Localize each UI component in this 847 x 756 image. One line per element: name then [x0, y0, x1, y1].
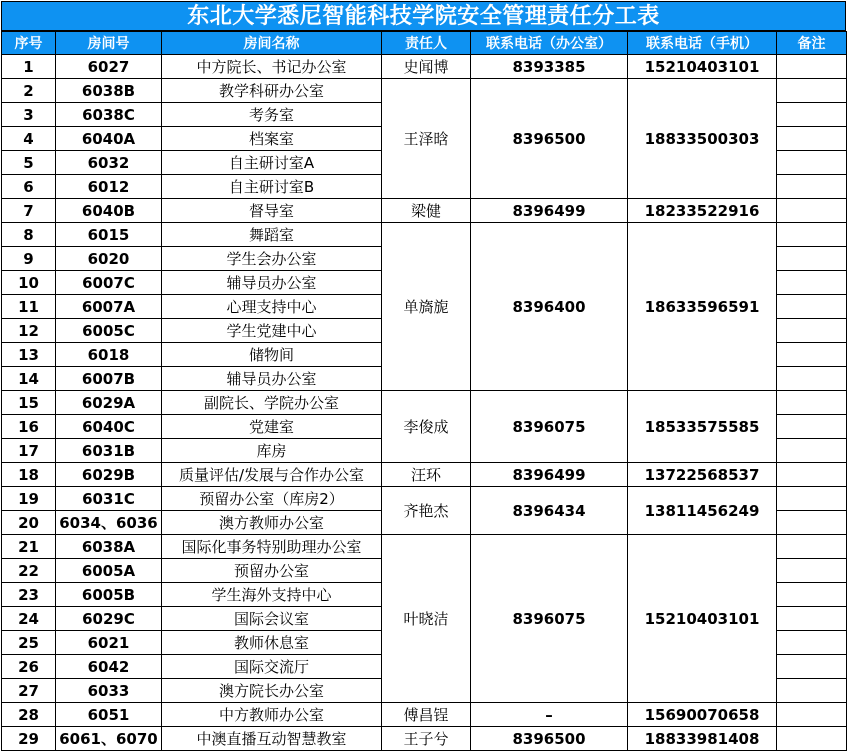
cell-room-name: 国际会议室 — [162, 607, 382, 631]
cell-mobile-phone: 15210403101 — [628, 55, 777, 79]
cell-room-name: 党建室 — [162, 415, 382, 439]
cell-remarks — [777, 295, 847, 319]
cell-person: 王泽晗 — [382, 79, 471, 199]
cell-office-phone: 8396400 — [471, 223, 628, 391]
table-row — [2, 391, 847, 415]
cell-person: 傅昌锃 — [382, 703, 471, 727]
col-header-room-name: 房间名称 — [162, 32, 382, 55]
cell-room-name: 储物间 — [162, 343, 382, 367]
responsibility-sheet — [1, 1, 846, 754]
cell-no: 3 — [2, 103, 56, 127]
cell-room-name: 档案室 — [162, 127, 382, 151]
cell-room: 6007B — [56, 367, 162, 391]
cell-no: 11 — [2, 295, 56, 319]
cell-no: 2 — [2, 79, 56, 103]
cell-no: 25 — [2, 631, 56, 655]
cell-office-phone: – — [471, 703, 628, 727]
cell-no: 17 — [2, 439, 56, 463]
cell-office-phone: 8396500 — [471, 727, 628, 751]
cell-room-name: 中方院长、书记办公室 — [162, 55, 382, 79]
cell-remarks — [777, 703, 847, 727]
cell-remarks — [777, 343, 847, 367]
cell-remarks — [777, 535, 847, 559]
cell-mobile-phone: 18833981408 — [628, 727, 777, 751]
table-body — [2, 55, 847, 751]
cell-mobile-phone: 15690070658 — [628, 703, 777, 727]
cell-remarks — [777, 439, 847, 463]
cell-room-name: 学生党建中心 — [162, 319, 382, 343]
cell-room: 6031C — [56, 487, 162, 511]
cell-office-phone: 8396434 — [471, 487, 628, 535]
cell-mobile-phone: 18233522916 — [628, 199, 777, 223]
col-header-room: 房间号 — [56, 32, 162, 55]
cell-room-name: 预留办公室（库房2） — [162, 487, 382, 511]
cell-remarks — [777, 151, 847, 175]
cell-person: 汪环 — [382, 463, 471, 487]
cell-mobile-phone: 18833500303 — [628, 79, 777, 199]
cell-room-name: 中方教师办公室 — [162, 703, 382, 727]
table-row — [2, 79, 847, 103]
table-row — [2, 223, 847, 247]
table-row — [2, 535, 847, 559]
cell-no: 19 — [2, 487, 56, 511]
cell-person: 史闻博 — [382, 55, 471, 79]
cell-room-name: 库房 — [162, 439, 382, 463]
cell-room: 6038B — [56, 79, 162, 103]
cell-room-name: 辅导员办公室 — [162, 367, 382, 391]
cell-room: 6027 — [56, 55, 162, 79]
col-header-office-phone: 联系电话（办公室） — [471, 32, 628, 55]
cell-remarks — [777, 631, 847, 655]
cell-no: 9 — [2, 247, 56, 271]
cell-person: 王子兮 — [382, 727, 471, 751]
cell-room-name: 国际交流厅 — [162, 655, 382, 679]
cell-no: 4 — [2, 127, 56, 151]
cell-no: 21 — [2, 535, 56, 559]
cell-room-name: 中澳直播互动智慧教室 — [162, 727, 382, 751]
cell-remarks — [777, 607, 847, 631]
cell-remarks — [777, 559, 847, 583]
cell-office-phone: 8396500 — [471, 79, 628, 199]
cell-room-name: 自主研讨室A — [162, 151, 382, 175]
cell-room: 6042 — [56, 655, 162, 679]
cell-no: 12 — [2, 319, 56, 343]
cell-person: 李俊成 — [382, 391, 471, 463]
cell-no: 24 — [2, 607, 56, 631]
cell-room: 6040A — [56, 127, 162, 151]
cell-room-name: 预留办公室 — [162, 559, 382, 583]
cell-room: 6051 — [56, 703, 162, 727]
cell-no: 28 — [2, 703, 56, 727]
cell-room: 6038A — [56, 535, 162, 559]
cell-remarks — [777, 463, 847, 487]
cell-remarks — [777, 127, 847, 151]
cell-room-name: 学生海外支持中心 — [162, 583, 382, 607]
cell-room: 6005B — [56, 583, 162, 607]
cell-room: 6029B — [56, 463, 162, 487]
cell-no: 29 — [2, 727, 56, 751]
cell-no: 23 — [2, 583, 56, 607]
col-header-no: 序号 — [2, 32, 56, 55]
sheet-title: 东北大学悉尼智能科技学院安全管理责任分工表 — [1, 1, 846, 31]
cell-office-phone: 8396075 — [471, 535, 628, 703]
cell-remarks — [777, 367, 847, 391]
cell-person: 梁健 — [382, 199, 471, 223]
col-header-mobile-phone: 联系电话（手机） — [628, 32, 777, 55]
cell-room: 6029A — [56, 391, 162, 415]
cell-room-name: 考务室 — [162, 103, 382, 127]
cell-remarks — [777, 79, 847, 103]
cell-room-name: 质量评估/发展与合作办公室 — [162, 463, 382, 487]
cell-room: 6031B — [56, 439, 162, 463]
cell-room-name: 国际化事务特别助理办公室 — [162, 535, 382, 559]
cell-room-name: 自主研讨室B — [162, 175, 382, 199]
cell-remarks — [777, 655, 847, 679]
table-row — [2, 55, 847, 79]
cell-no: 7 — [2, 199, 56, 223]
cell-remarks — [777, 199, 847, 223]
cell-mobile-phone: 15210403101 — [628, 535, 777, 703]
cell-room-name: 心理支持中心 — [162, 295, 382, 319]
cell-room: 6021 — [56, 631, 162, 655]
cell-room-name: 舞蹈室 — [162, 223, 382, 247]
cell-room-name: 澳方教师办公室 — [162, 511, 382, 535]
table-row — [2, 463, 847, 487]
cell-office-phone: 8396075 — [471, 391, 628, 463]
cell-room: 6015 — [56, 223, 162, 247]
cell-room: 6061、6070 — [56, 727, 162, 751]
cell-office-phone: 8393385 — [471, 55, 628, 79]
cell-remarks — [777, 511, 847, 535]
cell-room-name: 澳方院长办公室 — [162, 679, 382, 703]
header-row — [2, 32, 847, 55]
col-header-remarks: 备注 — [777, 32, 847, 55]
cell-remarks — [777, 583, 847, 607]
cell-remarks — [777, 55, 847, 79]
cell-no: 5 — [2, 151, 56, 175]
cell-remarks — [777, 415, 847, 439]
cell-remarks — [777, 247, 847, 271]
cell-room: 6020 — [56, 247, 162, 271]
cell-room: 6040B — [56, 199, 162, 223]
cell-mobile-phone: 13811456249 — [628, 487, 777, 535]
cell-no: 26 — [2, 655, 56, 679]
cell-room: 6012 — [56, 175, 162, 199]
cell-room: 6007C — [56, 271, 162, 295]
cell-remarks — [777, 727, 847, 751]
cell-mobile-phone: 18633596591 — [628, 223, 777, 391]
table-row — [2, 199, 847, 223]
table-row — [2, 703, 847, 727]
cell-person: 叶晓洁 — [382, 535, 471, 703]
cell-room: 6018 — [56, 343, 162, 367]
cell-no: 16 — [2, 415, 56, 439]
cell-room: 6033 — [56, 679, 162, 703]
cell-remarks — [777, 487, 847, 511]
cell-office-phone: 8396499 — [471, 463, 628, 487]
cell-person: 齐艳杰 — [382, 487, 471, 535]
cell-mobile-phone: 18533575585 — [628, 391, 777, 463]
cell-remarks — [777, 103, 847, 127]
cell-remarks — [777, 391, 847, 415]
cell-room-name: 副院长、学院办公室 — [162, 391, 382, 415]
cell-room: 6038C — [56, 103, 162, 127]
cell-remarks — [777, 175, 847, 199]
cell-no: 18 — [2, 463, 56, 487]
cell-room: 6029C — [56, 607, 162, 631]
cell-room: 6005A — [56, 559, 162, 583]
cell-person: 单旖旎 — [382, 223, 471, 391]
cell-no: 10 — [2, 271, 56, 295]
cell-remarks — [777, 271, 847, 295]
cell-no: 8 — [2, 223, 56, 247]
cell-remarks — [777, 319, 847, 343]
cell-room: 6040C — [56, 415, 162, 439]
responsibility-table — [1, 31, 847, 751]
cell-no: 20 — [2, 511, 56, 535]
cell-no: 1 — [2, 55, 56, 79]
cell-no: 6 — [2, 175, 56, 199]
cell-office-phone: 8396499 — [471, 199, 628, 223]
cell-mobile-phone: 13722568537 — [628, 463, 777, 487]
cell-room-name: 督导室 — [162, 199, 382, 223]
cell-no: 13 — [2, 343, 56, 367]
cell-room-name: 辅导员办公室 — [162, 271, 382, 295]
cell-room-name: 教师休息室 — [162, 631, 382, 655]
cell-no: 27 — [2, 679, 56, 703]
cell-room: 6005C — [56, 319, 162, 343]
col-header-person: 责任人 — [382, 32, 471, 55]
table-row — [2, 487, 847, 511]
cell-no: 14 — [2, 367, 56, 391]
cell-room: 6007A — [56, 295, 162, 319]
cell-no: 22 — [2, 559, 56, 583]
cell-remarks — [777, 679, 847, 703]
cell-no: 15 — [2, 391, 56, 415]
cell-remarks — [777, 223, 847, 247]
cell-room-name: 学生会办公室 — [162, 247, 382, 271]
table-row — [2, 727, 847, 751]
cell-room: 6034、6036 — [56, 511, 162, 535]
cell-room-name: 教学科研办公室 — [162, 79, 382, 103]
cell-room: 6032 — [56, 151, 162, 175]
